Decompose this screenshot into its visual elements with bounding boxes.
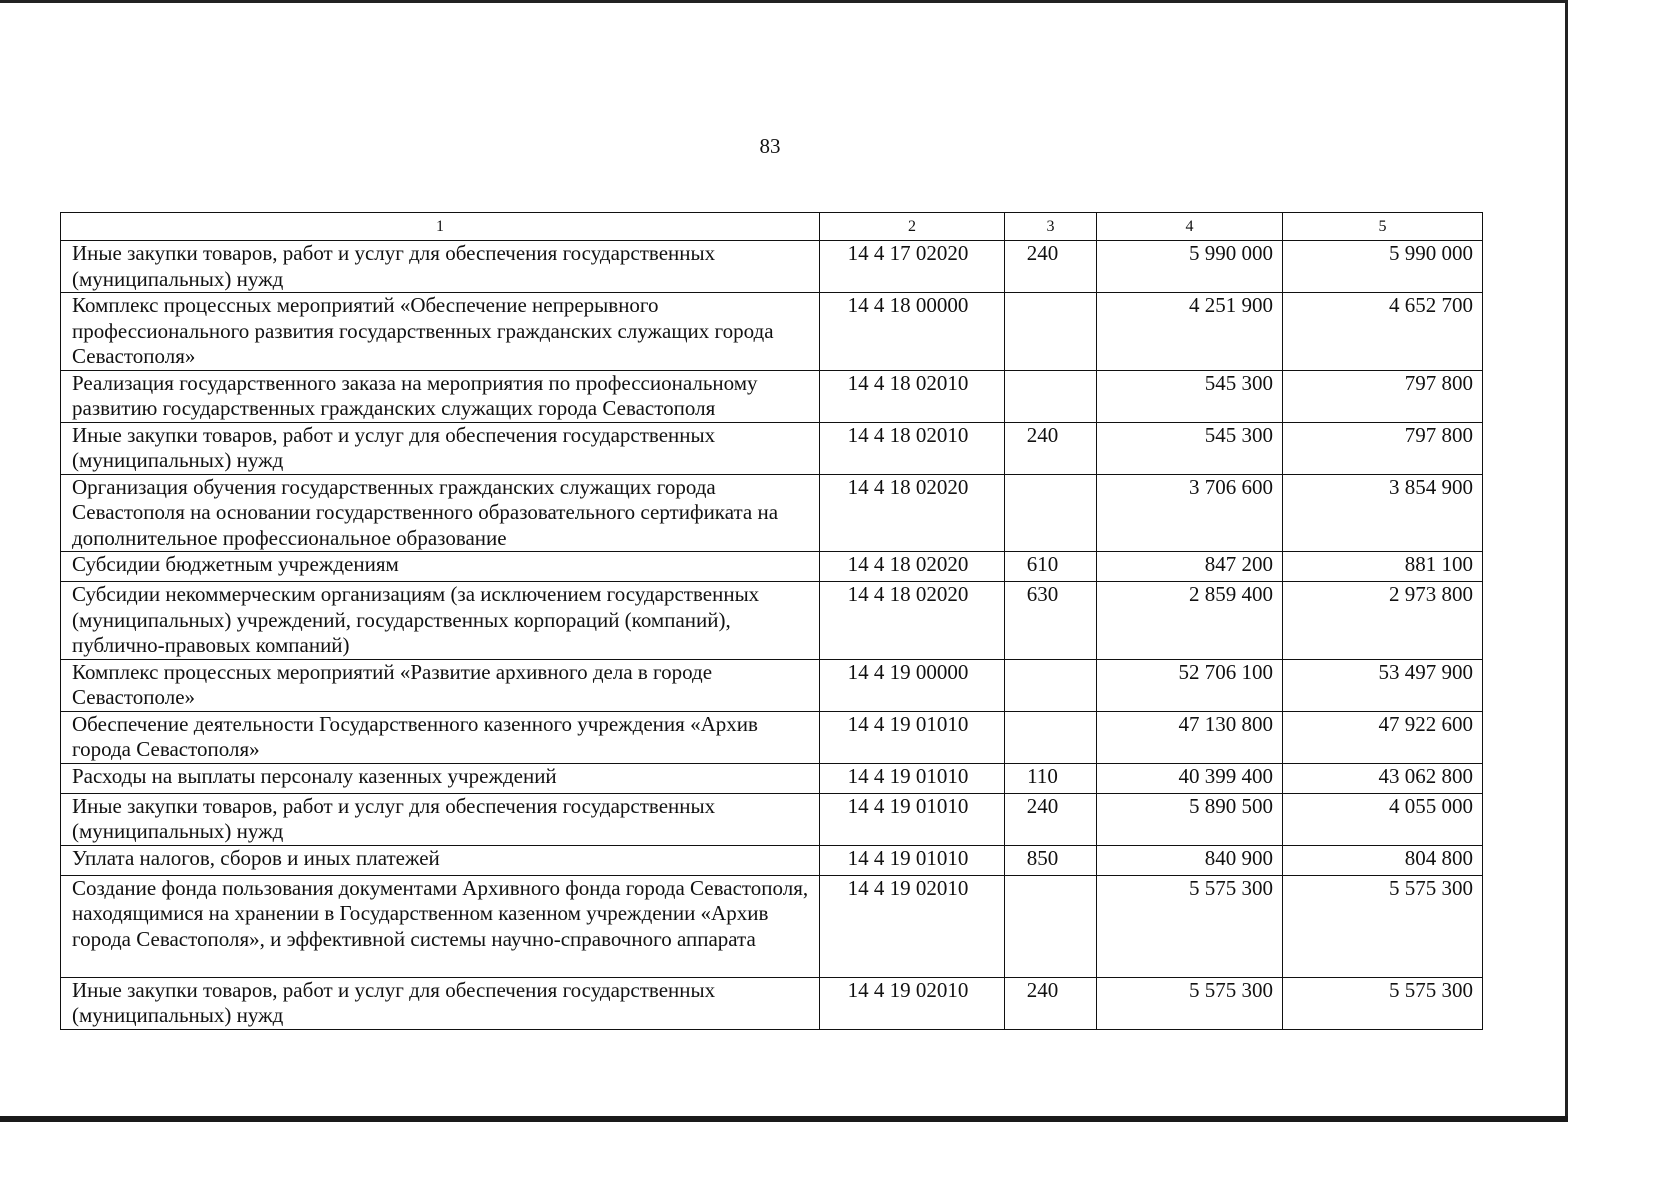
- table-row: [61, 293, 1483, 371]
- row-value-col4-cell: 47 130 800: [1097, 711, 1283, 763]
- row-value-col5-cell: 5 575 300: [1283, 875, 1483, 977]
- page-number: 83: [759, 134, 781, 158]
- row-value-col5-cell: 881 100: [1283, 552, 1483, 582]
- row-type-cell: 610: [1005, 552, 1097, 582]
- column-header: 4: [1097, 213, 1283, 241]
- row-value-col5-cell: 5 575 300: [1283, 977, 1483, 1029]
- row-value-col5-cell: 2 973 800: [1283, 582, 1483, 660]
- row-code-cell: 14 4 18 02020: [820, 552, 1005, 582]
- row-code-cell: 14 4 18 00000: [820, 293, 1005, 371]
- row-name-cell: Организация обучения государственных гражданских служащих города Севастополя на основании государственного образовательного сертификата на дополнительное профессиональное образование: [61, 474, 820, 552]
- row-value-col4-cell: 5 575 300: [1097, 977, 1283, 1029]
- row-name-cell: Иные закупки товаров, работ и услуг для обеспечения государственных (муниципальных) нужд: [61, 422, 820, 474]
- table-row: [61, 845, 1483, 875]
- row-value-col4-cell: 5 990 000: [1097, 241, 1283, 293]
- row-code-cell: 14 4 19 00000: [820, 659, 1005, 711]
- table-row: [61, 977, 1483, 1029]
- row-name-cell: Расходы на выплаты персоналу казенных учреждений: [61, 763, 820, 793]
- row-name-cell: Субсидии некоммерческим организациям (за исключением государственных (муниципальных) учреждений, государственных корпораций (компаний), публично-правовых компаний): [61, 582, 820, 660]
- row-value-col4-cell: 545 300: [1097, 370, 1283, 422]
- row-value-col4-cell: 847 200: [1097, 552, 1283, 582]
- table-row: [61, 241, 1483, 293]
- row-value-col4-cell: 545 300: [1097, 422, 1283, 474]
- row-type-cell: 240: [1005, 422, 1097, 474]
- row-type-cell: [1005, 711, 1097, 763]
- table-row: [61, 875, 1483, 977]
- row-value-col5-cell: 47 922 600: [1283, 711, 1483, 763]
- row-value-col4-cell: 52 706 100: [1097, 659, 1283, 711]
- header-row: [61, 213, 1483, 241]
- row-value-col4-cell: 40 399 400: [1097, 763, 1283, 793]
- table-row: [61, 370, 1483, 422]
- row-code-cell: 14 4 19 02010: [820, 977, 1005, 1029]
- row-code-cell: 14 4 18 02020: [820, 582, 1005, 660]
- row-value-col5-cell: 53 497 900: [1283, 659, 1483, 711]
- row-value-col4-cell: 5 575 300: [1097, 875, 1283, 977]
- column-header: 3: [1005, 213, 1097, 241]
- row-name-cell: Комплекс процессных мероприятий «Развитие архивного дела в городе Севастополе»: [61, 659, 820, 711]
- row-code-cell: 14 4 18 02020: [820, 474, 1005, 552]
- table-body: [61, 241, 1483, 1030]
- row-code-cell: 14 4 19 01010: [820, 793, 1005, 845]
- row-value-col4-cell: 2 859 400: [1097, 582, 1283, 660]
- row-value-col4-cell: 5 890 500: [1097, 793, 1283, 845]
- row-type-cell: 850: [1005, 845, 1097, 875]
- column-header: 5: [1283, 213, 1483, 241]
- row-value-col4-cell: 840 900: [1097, 845, 1283, 875]
- table-row: [61, 582, 1483, 660]
- row-name-cell: Уплата налогов, сборов и иных платежей: [61, 845, 820, 875]
- row-type-cell: 630: [1005, 582, 1097, 660]
- table-row: [61, 422, 1483, 474]
- row-code-cell: 14 4 18 02010: [820, 422, 1005, 474]
- row-value-col5-cell: 4 055 000: [1283, 793, 1483, 845]
- row-code-cell: 14 4 19 01010: [820, 711, 1005, 763]
- scan-bottom-edge: [0, 1116, 1568, 1122]
- row-type-cell: [1005, 659, 1097, 711]
- row-code-cell: 14 4 19 01010: [820, 763, 1005, 793]
- scan-top-edge: [0, 0, 1568, 3]
- row-type-cell: [1005, 474, 1097, 552]
- row-value-col4-cell: 3 706 600: [1097, 474, 1283, 552]
- row-name-cell: Обеспечение деятельности Государственного казенного учреждения «Архив города Севастополя»: [61, 711, 820, 763]
- table-row: [61, 552, 1483, 582]
- row-name-cell: Комплекс процессных мероприятий «Обеспечение непрерывного профессионального развития государственных гражданских служащих города Севастополя»: [61, 293, 820, 371]
- row-value-col5-cell: 43 062 800: [1283, 763, 1483, 793]
- row-name-cell: Реализация государственного заказа на мероприятия по профессиональному развитию государственных гражданских служащих города Севастополя: [61, 370, 820, 422]
- row-type-cell: [1005, 875, 1097, 977]
- row-value-col5-cell: 797 800: [1283, 422, 1483, 474]
- row-type-cell: 240: [1005, 241, 1097, 293]
- row-type-cell: 110: [1005, 763, 1097, 793]
- row-value-col5-cell: 4 652 700: [1283, 293, 1483, 371]
- scan-right-edge: [1565, 0, 1568, 1122]
- column-header: 1: [61, 213, 820, 241]
- table-row: [61, 474, 1483, 552]
- row-code-cell: 14 4 19 02010: [820, 875, 1005, 977]
- row-name-cell: Иные закупки товаров, работ и услуг для обеспечения государственных (муниципальных) нужд: [61, 793, 820, 845]
- row-name-cell: Иные закупки товаров, работ и услуг для обеспечения государственных (муниципальных) нужд: [61, 977, 820, 1029]
- row-code-cell: 14 4 18 02010: [820, 370, 1005, 422]
- row-type-cell: [1005, 293, 1097, 371]
- row-code-cell: 14 4 17 02020: [820, 241, 1005, 293]
- table-header: [61, 213, 1483, 241]
- row-type-cell: 240: [1005, 793, 1097, 845]
- row-name-cell: Субсидии бюджетным учреждениям: [61, 552, 820, 582]
- row-value-col5-cell: 804 800: [1283, 845, 1483, 875]
- budget-table: [60, 212, 1483, 1030]
- row-value-col5-cell: 5 990 000: [1283, 241, 1483, 293]
- row-value-col5-cell: 797 800: [1283, 370, 1483, 422]
- row-value-col4-cell: 4 251 900: [1097, 293, 1283, 371]
- column-header: 2: [820, 213, 1005, 241]
- row-name-cell: Создание фонда пользования документами Архивного фонда города Севастополя, находящимися на хранении в Государственном казенном учреждении «Архив города Севастополя», и эффективной системы научно-справочного аппарата: [61, 875, 820, 977]
- table-row: [61, 763, 1483, 793]
- row-type-cell: [1005, 370, 1097, 422]
- table-row: [61, 793, 1483, 845]
- row-name-cell: Иные закупки товаров, работ и услуг для обеспечения государственных (муниципальных) нужд: [61, 241, 820, 293]
- row-value-col5-cell: 3 854 900: [1283, 474, 1483, 552]
- table-row: [61, 711, 1483, 763]
- table-row: [61, 659, 1483, 711]
- row-code-cell: 14 4 19 01010: [820, 845, 1005, 875]
- row-type-cell: 240: [1005, 977, 1097, 1029]
